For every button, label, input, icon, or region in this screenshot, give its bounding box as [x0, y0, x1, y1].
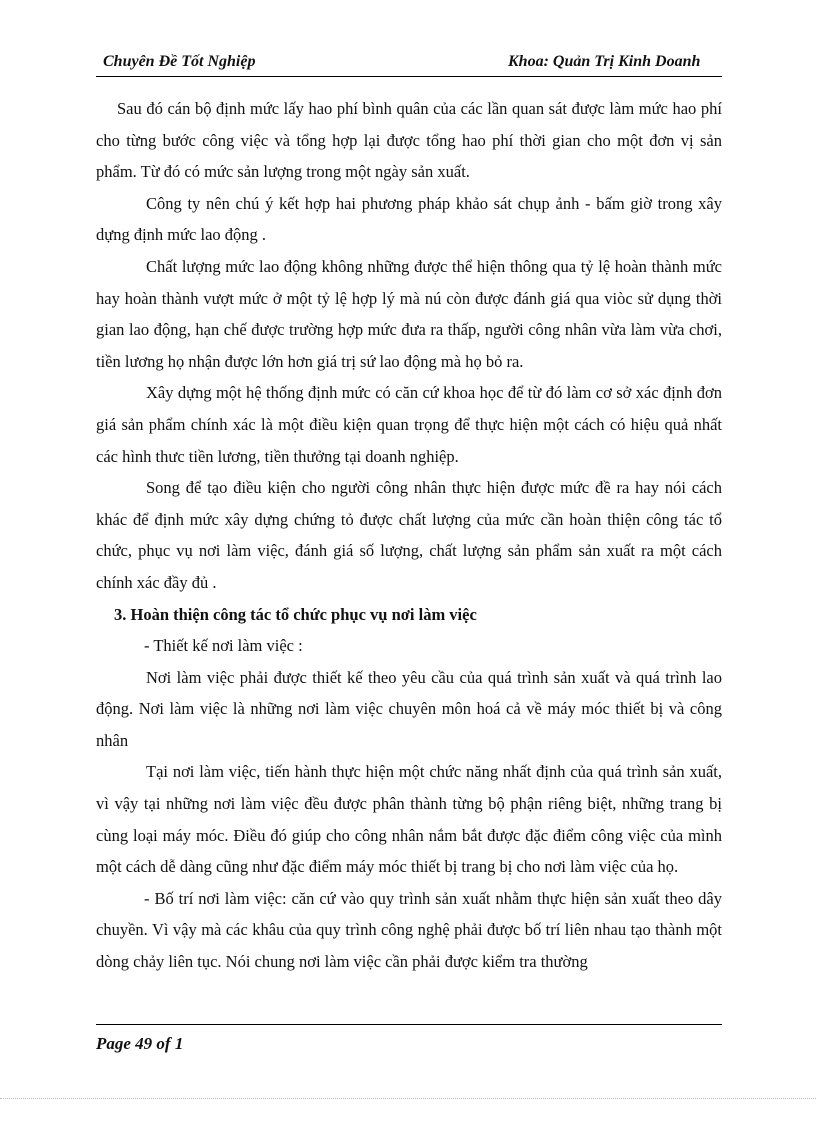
paragraph-1: Sau đó cán bộ định mức lấy hao phí bình quân của các lần quan sát được làm mức hao phí cho từng bước công việc và tổng hợp lại được tổng hao phí thời gian cho một đơn vị sản phẩm. Từ đó có mức sản lượng trong một ngày sản xuất.: [96, 99, 722, 182]
paragraph-2: Công ty nên chú ý kết hợp hai phương pháp khảo sát chụp ảnh - bấm giờ trong xây dựng định mức lao động .: [96, 193, 722, 245]
paragraph-7: Tại nơi làm việc, tiến hành thực hiện một chức năng nhất định của quá trình sản xuất, vì vậy tại những nơi làm việc đều được phân thành từng bộ phận riêng biệt, những trang bị cùng loại máy móc. Điều đó giúp cho công nhân nắm bắt được đặc điểm công việc của mình một cách dễ dàng cũng như đặc điểm máy móc thiết bị trang bị cho nơi làm việc của họ.: [96, 762, 722, 877]
paragraph-4: Xây dựng một hệ thống định mức có căn cứ khoa học để từ đó làm cơ sở xác định đơn giá sản phẩm chính xác là một điều kiện quan trọng để thực hiện một cách có hiệu quả nhất các hình thưc tiền lương, tiền thưởng tại doanh nghiệp.: [96, 383, 722, 466]
header-title-right: Khoa: Quản Trị Kinh Doanh: [508, 53, 701, 70]
footer-rule: [96, 1024, 722, 1025]
paragraph-3: Chất lượng mức lao động không những được thể hiện thông qua tỷ lệ hoàn thành mức hay hoàn thành vượt mức ở một tỷ lệ hợp lý mà nú còn được đánh giá qua viòc sử dụng thời gian lao động, hạn chế được trường hợp mức đưa ra thấp, người công nhân vừa làm vừa chơi, tiền lương họ nhận được lớn hơn giá trị sứ lao động mà họ bỏ ra.: [96, 256, 722, 371]
paragraph-5: Song để tạo điều kiện cho người công nhân thực hiện được mức đề ra hay nói cách khác để định mức xây dựng chứng tỏ được chất lượng của mức cần hoàn thiện công tác tổ chức, phục vụ nơi làm việc, đánh giá số lượng, chất lượng sản phẩm sản xuất ra một cách chính xác đầy đủ .: [96, 478, 722, 592]
page-number: Page 49 of 1: [96, 1034, 184, 1053]
page-edge-divider: [0, 1098, 816, 1099]
header-title-left: Chuyên Đề Tốt Nghiệp: [103, 53, 256, 70]
section-heading: 3. Hoàn thiện công tác tổ chức phục vụ nơi làm việc: [114, 604, 477, 624]
document-body: [96, 93, 722, 978]
header-rule: [96, 76, 722, 77]
paragraph-6: Nơi làm việc phải được thiết kế theo yêu cầu của quá trình sản xuất và quá trình lao động. Nơi làm việc là những nơi làm việc chuyên môn hoá cả về máy móc thiết bị và công nhân: [96, 667, 722, 750]
subheading-workplace-design: - Thiết kế nơi làm việc :: [144, 636, 303, 656]
paragraph-workplace-layout: - Bố trí nơi làm việc: căn cứ vào quy trình sản xuất nhằm thực hiện sản xuất theo dây chuyền. Vì vậy mà các khâu của quy trình công nghệ phải được bố trí liên nhau tạo thành một dòng chảy liên tục. Nói chung nơi làm việc cần phải được kiểm tra thường: [96, 888, 722, 972]
